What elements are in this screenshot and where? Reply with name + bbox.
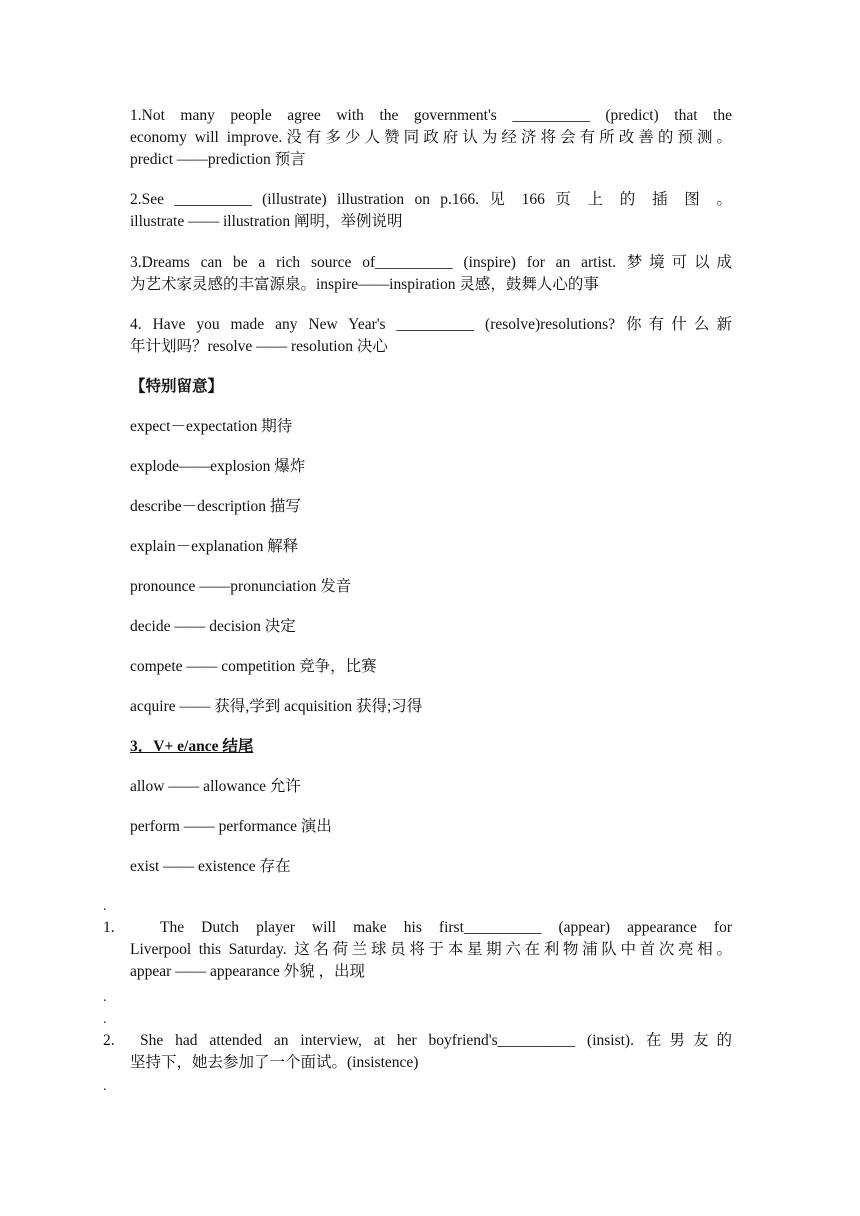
- empty-list-marker: .: [103, 1012, 107, 1027]
- exercise-line: 2.See __________ (illustrate) illustration on p.166. 见 166 页 上 的 插 图 。: [130, 191, 732, 208]
- vocab-item: explode——explosion 爆炸: [130, 458, 306, 475]
- exercise-line: 为艺术家灵感的丰富源泉。inspire——inspiration 灵感，鼓舞人心的事: [130, 276, 599, 293]
- vocab-item: perform —— performance 演出: [130, 818, 332, 835]
- numbered-item-1: [130, 917, 732, 983]
- exercise-1: [130, 105, 732, 171]
- vocab-item: pronounce ——pronunciation 发音: [130, 578, 352, 595]
- exercise-line: appear —— appearance 外貌 ，出现: [130, 963, 365, 980]
- list-number: 1.: [103, 919, 115, 936]
- vocab-item: explain－explanation 解释: [130, 538, 299, 555]
- exercise-line: 4. Have you made any New Year's __________ (resolve)resolutions? 你有什么新: [130, 316, 732, 333]
- exercise-2: [130, 189, 732, 233]
- empty-list-marker: .: [103, 899, 107, 914]
- empty-list-marker: .: [103, 990, 107, 1005]
- vocab-item: expect－expectation 期待: [130, 418, 293, 435]
- exercise-line: Liverpool this Saturday. 这名荷兰球员将于本星期六在利物浦队中首次亮相。: [130, 941, 732, 958]
- vocab-item: compete —— competition 竞争，比赛: [130, 658, 377, 675]
- exercise-line: 坚持下，她去参加了一个面试。(insistence): [130, 1054, 419, 1071]
- exercise-line: economy will improve.没有多少人赞同政府认为经济将会有所改善的预测。: [130, 129, 732, 146]
- vocab-item: decide —— decision 决定: [130, 618, 296, 635]
- special-note-heading: 【特别留意】: [130, 378, 224, 395]
- exercise-3: [130, 252, 732, 296]
- exercise-line: She had attended an interview, at her boyfriend's__________ (insist). 在男友的: [140, 1032, 732, 1049]
- list-number: 2.: [103, 1032, 115, 1049]
- exercise-line: 年计划吗？resolve —— resolution 决心: [130, 338, 388, 355]
- exercise-line: 1.Not many people agree with the government's __________ (predict) that the: [130, 107, 732, 124]
- exercise-line: illustrate —— illustration 阐明，举例说明: [130, 213, 403, 230]
- exercise-line: predict ——prediction 预言: [130, 151, 306, 168]
- section-3-heading: 3．V+ e/ance 结尾: [130, 738, 254, 755]
- exercise-line: 3.Dreams can be a rich source of__________ (inspire) for an artist. 梦境可以成: [130, 254, 732, 271]
- vocab-item: acquire —— 获得,学到 acquisition 获得;习得: [130, 698, 423, 715]
- vocab-item: exist —— existence 存在: [130, 858, 291, 875]
- empty-list-marker: .: [103, 1079, 107, 1094]
- exercise-4: [130, 314, 732, 358]
- exercise-line: The Dutch player will make his first__________ (appear) appearance for: [160, 919, 732, 936]
- vocab-item: describe－description 描写: [130, 498, 301, 515]
- vocab-item: allow —— allowance 允许: [130, 778, 301, 795]
- numbered-item-2: [130, 1030, 732, 1074]
